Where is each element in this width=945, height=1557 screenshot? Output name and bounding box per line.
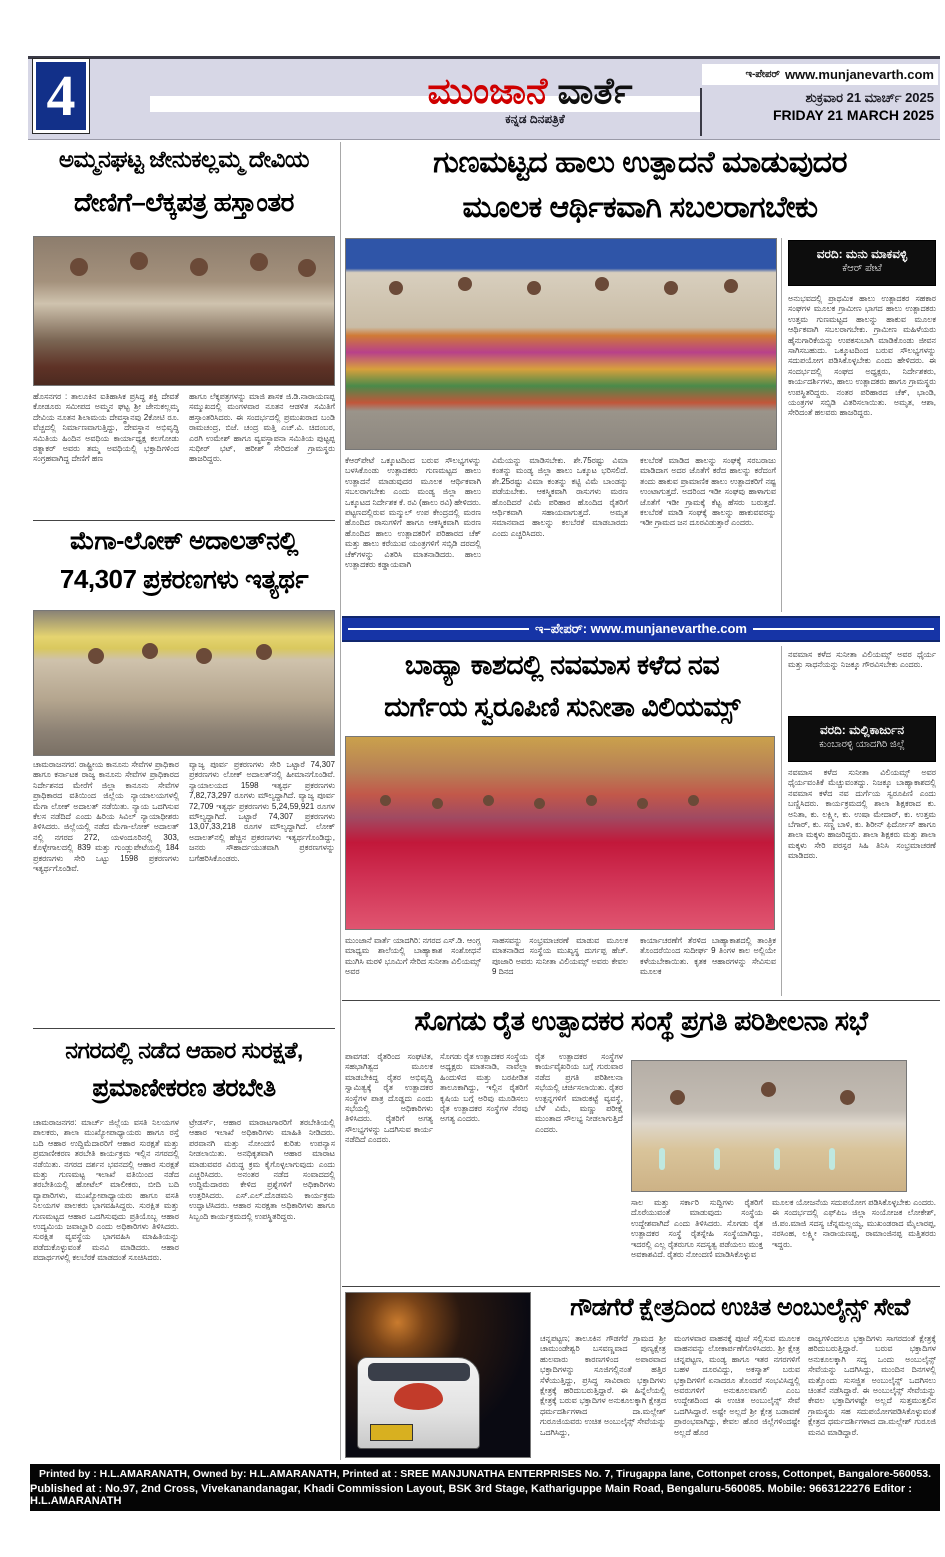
ambulance-van-photo bbox=[345, 1292, 531, 1458]
temple-headline-line2: ದೇಣಿಗೆ–ಲೆಕ್ಕಪತ್ರ ಹಸ್ತಾಂತರ bbox=[74, 187, 294, 217]
masthead-title bbox=[370, 72, 690, 110]
sogadu-body-col5: ಮೂಲಕ ಯೋಜನೆಯ ಸದುಪಯೋಗ ಪಡಿಸಿಕೊಳ್ಳಬೇಕು ಎಂದರು. ಈ ಸಂದರ್ಭದಲ್ಲಿ ಎಫ್‌ಪಿಒ ಜಿಲ್ಲಾ ಸಂಯೋಜಕ ಲೋಕೇಶ್, ಜಿ.ಪಂ.ಮಾಜಿ ಸದಸ್ಯ ಚೆನ್ನಮಲ್ಲಯ್ಯ, ಮುಖಂಡರಾದ ಮೈಲಾರಪ್ಪ, ನರಸಿಂಹ, ಲಕ್ಷ್ಮೀ ನಾರಾಯಣಪ್ಪ, ರಾಮಾಂಜಿನಪ್ಪ ಮತ್ತಿತರರು ಇದ್ದರು. bbox=[772, 1198, 936, 1249]
temple-body-col2: ಹಾಗೂ ಲೆಕ್ಕಪತ್ರಗಳನ್ನು ಮಾಜಿ ಶಾಸಕ ಜಿ.ಡಿ.ನಾರಾಯಣಪ್ಪ ಸಮ್ಮುಖದಲ್ಲಿ ಮಂಗಳವಾರ ನೂತನ ಆಡಳಿತ ಸಮಿತಿಗೆ ಹಸ್ತಾಂತರಿಸಿದರು. ಈ ಸಂದರ್ಭದಲ್ಲಿ ಪ್ರಮುಖರಾದ ಬಂಡಿ ರಾಮಚಂದ್ರ, ಬಿಜೆ. ಚಂದ್ರ ಮತ್ತಿ ಎಚ್.ವಿ. ಚಿದಂಬರ, ಎರಗಿ ಉಮೇಶ್ ಹಾಗೂ ವ್ಯವಸ್ಥಾಪನಾ ಸಮಿತಿಯ ಪುಟ್ಟಪ್ಪ ಸುಧೀರ್ ಭಟ್, ಹರೀಶ್ ಸೇರಿದಂತೆ ಗ್ರಾಮಸ್ಥರು ಹಾಜರಿದ್ದರು. bbox=[189, 392, 335, 464]
epaper-label: ಇ-ಪೇಪರ್ bbox=[745, 69, 780, 80]
sunita-headline-line1: ಬಾಹ್ಯಾ ಕಾಶದಲ್ಲಿ ನವಮಾಸ ಕಳೆದ ನವ bbox=[404, 650, 720, 680]
date-kannada: ಶುಕ್ರವಾರ 21 ಮಾರ್ಚ್ 2025 bbox=[805, 90, 934, 105]
milk-body-right-col: ಅನುಭವದಲ್ಲಿ ಪ್ರಾಥಮಿಕ ಹಾಲು ಉತ್ಪಾದಕರ ಸಹಕಾರ ಸಂಘಗಳ ಮೂಲಕ ಗ್ರಾಮೀಣ ಭಾಗದ ಹಾಲು ಉತ್ಪಾದಕರು ಉತ್ತಮ ಗುಣಮಟ್ಟದ ಹಾಲನ್ನು ಹಾಕುವ ಮೂಲಕ ಆರ್ಥಿಕವಾಗಿ ಸಬಲರಾಗಬೇಕು. ಗ್ರಾಮೀಣ ಮಹಿಳೆಯರು ಹೈನುಗಾರಿಕೆಯನ್ನು ಉಪಕಸುಬಾಗಿ ಮಾಡಿಕೊಂಡು ಜೀವನ ಸಾಗಿಸಬಹುದು. ಒಕ್ಕೂಟದಿಂದ ಬರುವ ಸೌಲಭ್ಯಗಳನ್ನು ಸದುಪಯೋಗ ಪಡಿಸಿಕೊಳ್ಳಬೇಕು ಎಂದು ಹೇಳಿದರು. ಈ ಸಂದರ್ಭದಲ್ಲಿ ಸಂಘದ ಅಧ್ಯಕ್ಷರು, ನಿರ್ದೇಶಕರು, ಕಾರ್ಯದರ್ಶಿಗಳು, ಹಾಲು ಉತ್ಪಾದಕರು ಹಾಗೂ ಗ್ರಾಮಸ್ಥರು ಉಪಸ್ಥಿತರಿದ್ದರು. ನಂತರ ಪರಿಹಾರದ ಚೆಕ್, ಭಾಂಡಿ, ಯಂತ್ರಗಳ ಸಬ್ಸಿಡಿ ವಿತರಿಸಲಾಯಿತು. ಅಮೃತ, ಆಶಾ, ಸೇರಿದಂತೆ ಹಲವರು ಹಾಜರಿದ್ದರು. bbox=[788, 294, 936, 418]
sogadu-body-col4: ಸಾಲ ಮತ್ತು ಸರ್ಕಾರಿ ಸುದ್ದಿಗಳು ರೈತರಿಗೆ ದೊರೆಯುವಂತೆ ಮಾಡುವುದು ಸಂಸ್ಥೆಯ ಉದ್ದೇಶವಾಗಿದೆ ಎಂದು ತಿಳಿಸಿದರು. ಸೊಗಡು ರೈತ ಉತ್ಪಾದಕರ ಸಂಸ್ಥೆ ರೈತಸ್ನೇಹಿ ಸಂಸ್ಥೆಯಾಗಿದ್ದು, ಇದರಲ್ಲಿ ಎಲ್ಲ ರೈತರುಗೂ ಸದಸ್ಯತ್ವ ಪಡೆಯಲು ಮುಕ್ತ ಅವಕಾಶವಿದೆ. ರೈತರು ನೋಂದಣಿ ಮಾಡಿಸಿಕೊಳ್ಳುವ bbox=[631, 1198, 763, 1260]
sogadu-headline: ಸೊಗಡು ರೈತ ಉತ್ಪಾದಕರ ಸಂಸ್ಥೆ ಪ್ರಗತಿ ಪರಿಶೀಲನಾ ಸಭೆ bbox=[414, 1006, 868, 1036]
ambulance-body-col2: ಮಂಗಳವಾರ ವಾಹನಕ್ಕೆ ಪೂಜೆ ಸಲ್ಲಿಸುವ ಮೂಲಕ ವಾಹನವನ್ನು ಲೋಕಾರ್ಪಣೆಗೊಳಿಸಿದರು. ಶ್ರೀ ಕ್ಷೇತ್ರ ಚನ್ನಪಟ್ಟಣ, ಮಂಡ್ಯ ಹಾಗೂ ಇತರ ನಗರಗಳಿಗೆ ಬಹಳ ದೂರವಿದ್ದು, ಅಕಸ್ಮಾತ್ ಬರುವ ಭಕ್ತಾದಿಗಳಿಗೆ ಏನಾದರೂ ತೊಂದರೆ ಸಂಭವಿಸಿದ್ದಲ್ಲಿ ಅವರುಗಳಿಗೆ ಅನುಕೂಲವಾಗಲಿ ಎಂಬ ಉದ್ದೇಶದಿಂದ ಈ ಉಚಿತ ಅಂಬುಲೈನ್ಸ್ ಸೇವೆ ಒದಗಿಸಿದ್ದಾರೆ. ಅಷ್ಟೇ ಅಲ್ಲದೆ ಶ್ರೀ ಕ್ಷೇತ್ರ ಬಡಾವಣೆ ಪ್ರಾರಂಭವಾಗಿದ್ದು, ಕೇವಲ ಹೊರ ಜಿಲ್ಲೆಗಳಿಂದಷ್ಟೇ ಅಲ್ಲದೆ ಹೊರ bbox=[674, 1334, 800, 1437]
masthead-title-red: ಮುಂಜಾನೆ bbox=[427, 70, 548, 111]
section-rule bbox=[342, 1000, 940, 1001]
adalat-headline-line1: ಮೆಗಾ-ಲೋಕ್ ಅದಾಲತ್‌ನಲ್ಲಿ bbox=[70, 527, 298, 555]
page-number: 4 bbox=[46, 63, 76, 128]
epaper-strip bbox=[342, 616, 940, 642]
foodsafety-headline-line1: ನಗರದಲ್ಲಿ ನಡೆದ ಆಹಾರ ಸುರಕ್ಷತೆ, bbox=[65, 1037, 303, 1063]
adalat-body-col2: ವ್ಯಾಜ್ಯ ಪೂರ್ವ ಪ್ರಕರಣಗಳು ಸೇರಿ ಒಟ್ಟಾರೆ 74,307 ಪ್ರಕರಣಗಳು ಲೋಕ್ ಅದಾಲತ್‌ನಲ್ಲಿ ಹೀಮಾನಗೊಂಡಿವೆ. ನ್ಯಾಯಾಲಯದ 1598 ಇತ್ಯರ್ಥ ಪ್ರಕರಣಗಳು 7,82,73,297 ರೂಗಳು ಮೌಲ್ಯದ್ದಾಗಿದೆ. ವ್ಯಾಜ್ಯ ಪೂರ್ವ 72,709 ಇತ್ಯರ್ಥ ಪ್ರಕರಣಗಳು 5,24,59,921 ರೂಗಳ ಮೌಲ್ಯದ್ದಾಗಿದೆ. ಒಟ್ಟಾರೆ 74,307 ಪ್ರಕರಣಗಳು 13,07,33,218 ರೂಗಳ ಮೌಲ್ಯದ್ದಾಗಿದೆ. ಲೋಕ್ ಅದಾಲತ್‌ನಲ್ಲಿ ಹೆಚ್ಚಿನ ಪ್ರಕರಣಗಳು ಇತ್ಯರ್ಥಗೊಂಡಿದ್ದು, ಜನರು ಸೌಹಾರ್ದಯುತವಾಗಿ ಪ್ರಕರಣಗಳನ್ನು ಬಗೆಹರಿಸಿಕೊಂಡರು. bbox=[189, 760, 335, 863]
epaper-strip-text: ಇ–ಪೇಪರ್: www.munjanevarthe.com bbox=[535, 621, 747, 636]
sunita-right-col-top: ನವಮಾಸ ಕಳೆದ ಸುನೀತಾ ವಿಲಿಯಮ್ಸ್ ಅವರ ಧೈರ್ಯ ಮತ್ತು ಸಾಧನೆಯನ್ನು ನಿಜಕ್ಕೂ ಗೌರವಿಸಬೇಕು ಎಂದರು. bbox=[788, 650, 936, 670]
sunita-byline-place: ಕುಂಬಾರಳ್ಳಿ ಯಾದಗಿರಿ ಜಿಲ್ಲೆ bbox=[819, 739, 905, 750]
imprint-line1: Printed by : H.L.AMARANATH, Owned by: H.L.AMARANATH, Printed at : SREE MANJUNATHA ENTERPRISES No. 7, Tirugappa lane, Cottonpet cross, Cottonpet, Bangalore-560053. bbox=[39, 1468, 931, 1480]
foodsafety-headline-line2: ಪ್ರಮಾಣೀಕರಣ ತರಬೇತಿ bbox=[92, 1074, 276, 1102]
masthead-title-black: ವಾರ್ತೆ bbox=[557, 70, 633, 111]
page-number-box bbox=[33, 59, 89, 133]
main-column-divider bbox=[340, 142, 341, 1460]
milk-body-col3: ಕಲಬೆರಕೆ ಮಾಡಿದ ಹಾಲನ್ನು ಸಂಘಕ್ಕೆ ಸರಬರಾಜು ಮಾಡಿದಾಗ ಅದರ ಜೊತೆಗೆ ಕರೆದ ಹಾಲನ್ನು ಕರೆದಂಗೆ ತಂದು ಹಾಕುವ ಪ್ರಾಮಾಣಿಕ ಹಾಲು ಉತ್ಪಾದಕರಿಗೆ ನಷ್ಟ ಉಂಟಾಗುತ್ತದೆ. ಅದರಿಂದ ಇಡೀ ಸಂಘವು ಹಾಳಾಗುವ ಜೊತೆಗೆ ಇಡೀ ಗ್ರಾಮಕ್ಕೆ ಕೆಟ್ಟ ಹೆಸರು ಬರುತ್ತದೆ. ಕಲಬೆರಕೆ ಮಾಡಿ ಸಂಘಕ್ಕೆ ಹಾಲನ್ನು ಹಾಕುವವರನ್ನು ಇಡೀ ಗ್ರಾಮದ ಜನ ದೂರವಿಡುತ್ತಾರೆ ಎಂದರು. bbox=[640, 456, 776, 528]
imprint-footer bbox=[30, 1464, 940, 1511]
sunita-byline-reporter: ವರದಿ: ಮಲ್ಲಿಕಾರ್ಜುನ bbox=[819, 723, 905, 737]
date-english: FRIDAY 21 MARCH 2025 bbox=[772, 107, 934, 123]
sunita-body-col1: ಮುಂಜಾನೆ ವಾರ್ತೆ ಯಾದಗಿರಿ: ನಗರದ ಎಸ್.ಡಿ. ಆಂಗ್ಲ ಮಾಧ್ಯಮ ಶಾಲೆಯಲ್ಲಿ ಬಾಹ್ಯಾಕಾಶ ಸಂಶೋಧನೆ ಮುಗಿಸಿ ಮರಳಿ ಭೂಮಿಗೆ ಸೇರಿದ ಸುನೀತಾ ವಿಲಿಯಮ್ಸ್ ಅವರ bbox=[345, 936, 481, 977]
sunita-headline-line2: ದುರ್ಗೆಯ ಸ್ವರೂಪಿಣಿ ಸುನೀತಾ ವಿಲಿಯಮ್ಸ್ bbox=[384, 692, 740, 722]
adalat-body-col1: ಚಾಮರಾಜನಗರ: ರಾಷ್ಟ್ರೀಯ ಕಾನೂನು ಸೇವೆಗಳ ಪ್ರಾಧಿಕಾರ ಹಾಗೂ ಕರ್ನಾಟಕ ರಾಜ್ಯ ಕಾನೂನು ಸೇವೆಗಳ ಪ್ರಾಧಿಕಾರದ ನಿರ್ದೇಶನದ ಮೇರೆಗೆ ಜಿಲ್ಲಾ ಕಾನೂನು ಸೇವೆಗಳ ಪ್ರಾಧಿಕಾರದ ವತಿಯಿಂದ ಜಿಲ್ಲೆಯ ನ್ಯಾಯಾಲಯಗಳಲ್ಲಿ ಮೆಗಾ ಲೋಕ್ ಅದಾಲತ್ ನಡೆಯಿತು. ನ್ಯಾಯ ಒದಗಿಸುವ ಕೆಲಸ ನಡೆದಿದೆ ಎಂದು ಹಿರಿಯ ಸಿವಿಲ್ ನ್ಯಾಯಾಧೀಶರು ತಿಳಿಸಿದರು. ಜಿಲ್ಲೆಯಲ್ಲಿ ನಡೆದ ಮೆಗಾ-ಲೋಕ್ ಅದಾಲತ್ ನಲ್ಲಿ ನಗರದ 272, ಯಳಂದೂರಿನಲ್ಲಿ 303, ಕೊಳ್ಳೇಗಾಲದಲ್ಲಿ 839 ಮತ್ತು ಗುಂಡ್ಲುಪೇಟೆಯಲ್ಲಿ 184 ಪ್ರಕರಣಗಳು ಸೇರಿ ಒಟ್ಟು 1598 ಪ್ರಕರಣಗಳು ಇತ್ಯರ್ಥಗೊಂಡಿವೆ. bbox=[33, 760, 179, 874]
masthead-subtitle: ಕನ್ನಡ ದಿನಪತ್ರಿಕೆ bbox=[505, 112, 565, 126]
foodsafety-body-col2: ಟ್ರೇಡರ್ಸ್, ಆಹಾರ ಮಾರಾಟಗಾರರಿಗೆ ತರಬೇತಿಯಲ್ಲಿ ಆಹಾರ ಇಲಾಖೆ ಅಧಿಕಾರಿಗಳು ಮಾಹಿತಿ ನೀಡಿದರು. ಪರವಾನಗಿ ಮತ್ತು ನೋಂದಣಿ ಕುರಿತು ಉಪನ್ಯಾಸ ನೀಡಲಾಯಿತು. ಅನಧಿಕೃತವಾಗಿ ಆಹಾರ ಮಾರಾಟ ಮಾಡುವವರ ವಿರುದ್ಧ ಕ್ರಮ ಕೈಗೊಳ್ಳಲಾಗುವುದು ಎಂದು ಎಚ್ಚರಿಸಿದರು. ಅನಂತರ ನಡೆದ ಸಂವಾದದಲ್ಲಿ ಉದ್ದಿಮೆದಾರರು ಕೇಳಿದ ಪ್ರಶ್ನೆಗಳಿಗೆ ಅಧಿಕಾರಿಗಳು ಉತ್ತರಿಸಿದರು. ಎಸ್.ಎಲ್.ದೊಡಮನಿ ಕಾರ್ಯಕ್ರಮ ಉದ್ಘಾಟಿಸಿದರು. ಆಹಾರ ಸುರಕ್ಷತಾ ಅಧಿಕಾರಿಗಳು ಹಾಗೂ ಸಿಬ್ಬಂದಿ ಕಾರ್ಯಕ್ರಮದಲ್ಲಿ ಉಪಸ್ಥಿತರಿದ್ದರು. bbox=[189, 1118, 335, 1221]
sunita-body-col2: ಸಾಹಸವನ್ನು ಸಂಭ್ರಮಾಚರಣೆ ಮಾಡುವ ಮೂಲಕ ಮಾತನಾಡಿದ ಸಂಸ್ಥೆಯ ಮುಖ್ಯಸ್ಥ ದುರ್ಗಪ್ಪ ಹೆಚ್. ಪೂಜಾರಿ ಅವರು ಸುನೀತಾ ವಿಲಿಯಮ್ಸ್ ಅವರು ಕೇವಲ 9 ದಿನದ bbox=[492, 936, 628, 977]
sunita-byline-box bbox=[788, 716, 936, 762]
section-rule bbox=[342, 1286, 940, 1287]
ambulance-van-shape bbox=[357, 1357, 480, 1449]
sunita-body-col3: ಕಾರ್ಯಾಚರಣೆಗೆ ತೆರಳಿದ ಬಾಹ್ಯಾಕಾಶದಲ್ಲಿ ತಾಂತ್ರಿಕ ತೊಂದರೆಯಿಂದ ಸುದೀರ್ಘ 9 ತಿಂಗಳ ಕಾಲ ಅಲ್ಲಿಯೇ ಕಳೆಯಬೇಕಾಯಿತು. ಕೃತಕ ಆಹಾರಗಳನ್ನು ಸೇವಿಸುವ ಮೂಲಕ bbox=[640, 936, 776, 977]
temple-handover-photo bbox=[33, 236, 335, 386]
epaper-url-box bbox=[702, 64, 938, 85]
adalat-headline-line2: 74,307 ಪ್ರಕರಣಗಳು ಇತ್ಯರ್ಥ bbox=[59, 564, 309, 594]
strip-line-left bbox=[348, 628, 529, 630]
strip-line-right bbox=[753, 628, 934, 630]
epaper-url: www.munjanevarth.com bbox=[784, 67, 934, 82]
milk-body-col1: ಕೆಆರ್‌ಪೇಟೆ ಒಕ್ಕೂಟದಿಂದ ಬರುವ ಸೌಲಭ್ಯಗಳನ್ನು ಬಳಸಿಕೊಂಡು ಉತ್ಪಾದಕರು ಗುಣಮಟ್ಟದ ಹಾಲು ಉತ್ಪಾದನೆ ಮಾಡುವುದರ ಮೂಲಕ ಆರ್ಥಿಕವಾಗಿ ಸಬಲರಾಗಬೇಕು ಎಂದು ಮಂಡ್ಯ ಜಿಲ್ಲಾ ಹಾಲು ಒಕ್ಕೂಟದ ನಿರ್ದೇಶಕ ಕೆ. ರವಿ (ಹಾಲು ರವಿ) ಹೇಳಿದರು. ಪಟ್ಟಣದಲ್ಲಿರುವ ಮನ್ಮುಲ್ ಉಪ ಕೇಂದ್ರದಲ್ಲಿ ಮರಣ ಹೊಂದಿದ ರಾಸುಗಳಿಗೆ ಹಾಗೂ ಆಕಸ್ಮಿಕವಾಗಿ ಮರಣ ಹೊಂದಿದ ಹಾಲು ಉತ್ಪಾದಕರಿಗೆ ಪರಿಹಾರದ ಚೆಕ್ ಮತ್ತು ಹಾಲು ಕರೆಯುವ ಯಂತ್ರಗಳಿಗೆ ಸಬ್ಸಿಡಿ ದರದಲ್ಲಿ ಚೆಕ್‌ಗಳನ್ನು ವಿತರಿಸಿ ಮಾತನಾಡಿದರು. ಹಾಲು ಉತ್ಪಾದಕರು ಕಡ್ಡಾಯವಾಗಿ bbox=[345, 456, 481, 570]
column-divider bbox=[781, 238, 782, 612]
milk-byline-box bbox=[788, 240, 936, 286]
sunita-right-col-bottom: ನವಮಾಸ ಕಳೆದ ಸುನೀತಾ ವಿಲಿಯಮ್ಸ್ ಅವರ ಧೈರ್ಯವಂತಿಕೆ ಮೆಚ್ಚುವಂತದ್ದು. ನಿಜಕ್ಕೂ ಬಾಹ್ಯಾಕಾಶದಲ್ಲಿ ನವಮಾಸ ಕಳೆದ ನವ ದುರ್ಗೆಯ ಸ್ವರೂಪಿಣಿ ಎಂದು ಬಣ್ಣಿಸಿದರು. ಕಾರ್ಯಕ್ರಮದಲ್ಲಿ ಶಾಲಾ ಶಿಕ್ಷಕರಾದ ಕು. ಅನಿತಾ, ಕು. ಲಕ್ಷ್ಮೀ, ಕು. ಉಷಾ ಮೇದಾರ್, ಕು. ಉತ್ತಮ ಬೆಗಾರ್, ಕು. ಸಣ್ಣ ಬಾಳಿ, ಕು. ಶಿರೀನ್ ಫಿರ್ದೋಸ್ ಹಾಗೂ ಶಾಲಾ ಮಕ್ಕಳು ಹಾಜರಿದ್ದರು. ಶಾಲಾ ಶಿಕ್ಷಕರು ಮತ್ತು ಶಾಲಾ ಮಕ್ಕಳು ಸೇರಿ ಪರಸ್ಪರ ಸಿಹಿ ತಿನಿಸಿ ಸಂಭ್ರಮಾಚರಣೆ ಮಾಡಿದರು. bbox=[788, 768, 936, 861]
temple-headline-line1: ಅಮ್ಮನಘಟ್ಟ ಜೇನುಕಲ್ಲಮ್ಮ ದೇವಿಯ bbox=[58, 146, 310, 172]
header-divider bbox=[700, 88, 702, 136]
ambulance-body-col1: ಚನ್ನಪಟ್ಟಣ; ತಾಲೂಕಿನ ಗೌಡಗೆರೆ ಗ್ರಾಮದ ಶ್ರೀ ಚಾಮುಂಡೇಶ್ವರಿ ಬಸವಣ್ಣವಾದ ಪುಣ್ಯಕ್ಷೇತ್ರ ಹುಲವಾರು ಕಾರಣಗಳಿಂದ ಅಪಾರವಾದ ಭಕ್ತಾದಿಗಳನ್ನು ಸೂಜಿಗಲ್ಲಿನಂತೆ ಹತ್ತಿರ ಸೆಳೆಯುತ್ತಿದ್ದು, ಪ್ರಸಿದ್ಧ ಸಾವಿರಾರು ಭಕ್ತಾದಿಗಳು ಕ್ಷೇತ್ರಕ್ಕೆ ಹರಿದುಬರುತ್ತಿದ್ದಾರೆ. ಈ ಹಿನ್ನೆಲೆಯಲ್ಲಿ ಕ್ಷೇತ್ರಕ್ಕೆ ಬರುವ ಭಕ್ತಾದಿಗಳ ಅನುಕೂಲಕ್ಕಾಗಿ ಕ್ಷೇತ್ರದ ಧರ್ಮದರ್ಶಿಗಳಾದ ದಾ.ಮಲ್ಲೇಶ್ ಗುರೂಜಿಯವರು ಉಚಿತ ಅಂಬುಲೈನ್ಸ್ ಸೇವೆಯನ್ನು ಒದಗಿಸಿದ್ದು, bbox=[540, 1334, 666, 1437]
milk-byline-place: ಕೆಆರ್ ಪೇಟೆ bbox=[842, 263, 882, 274]
milk-body-col2: ವಿಮೆಯನ್ನು ಮಾಡಿಸಬೇಕು. ಶೇ.75ರಷ್ಟು ವಿಮಾ ಕಂತನ್ನು ಮಂಡ್ಯ ಜಿಲ್ಲಾ ಹಾಲು ಒಕ್ಕೂಟ ಭರಿಸಲಿದೆ. ಶೇ.25ರಷ್ಟು ವಿಮಾ ಕಂತನ್ನು ಕಟ್ಟಿ ವಿಮೆ ಬಾಂಡನ್ನು ಪಡೆಯಬೇಕು. ಆಕಸ್ಮಿಕವಾಗಿ ರಾಸುಗಳು ಮರಣ ಹೊಂದಿದರೆ ವಿಮೆ ಪರಿಹಾರ ಹೊಂದಿದ ರೈತರಿಗೆ ಆರ್ಥಿಕವಾಗಿ ಸಹಾಯವಾಗುತ್ತದೆ. ಅಮೃತ ಸಮಾನವಾದ ಹಾಲನ್ನು ಕಲಬೆರಕೆ ಮಾಡಬಾರದು ಎಂದು ಎಚ್ಚರಿಸಿದರು. bbox=[492, 456, 628, 538]
column-divider bbox=[781, 646, 782, 996]
imprint-line2: Published at : No.97, 2nd Cross, Vivekanandanagar, Khadi Commission Layout, BSK 3rd Stage, Kathariguppe Main Road, Bengaluru-560085. Mobile: 9663122276 Editor : H.L.AMARANATH bbox=[30, 1483, 912, 1507]
adalat-event-photo bbox=[33, 610, 335, 756]
milk-headline-line2: ಮೂಲಕ ಆರ್ಥಿಕವಾಗಿ ಸಬಲರಾಗಬೇಕು bbox=[462, 191, 818, 224]
section-rule bbox=[33, 1028, 335, 1029]
sogadu-body-col3: ರೈತ ಉತ್ಪಾದಕರ ಸಂಸ್ಥೆಗಳ ಕಾರ್ಯವೈಖರಿಯ ಬಗ್ಗೆ ಗುರುವಾರ ನಡೆದ ಪ್ರಗತಿ ಪರಿಶೀಲನಾ ಸಭೆಯಲ್ಲಿ ಚರ್ಚಿಸಲಾಯಿತು. ರೈತರ ಉತ್ಪನ್ನಗಳಿಗೆ ಮಾರುಕಟ್ಟೆ ವ್ಯವಸ್ಥೆ, ಬೆಳೆ ವಿಮೆ, ಮಣ್ಣು ಪರೀಕ್ಷೆ ಮುಂತಾದ ಸೌಲಭ್ಯ ನೀಡಲಾಗುತ್ತಿದೆ ಎಂದರು. bbox=[535, 1052, 623, 1134]
temple-body-col1: ಹೊಸನಗರ : ತಾಲೂಕಿನ ಐತಿಹಾಸಿಕ ಪ್ರಸಿದ್ಧ ಶಕ್ತಿ ದೇವತೆ ಕೋಡೂರು ಸಮೀಪದ ಅಮ್ಮನ ಘಟ್ಟ ಶ್ರೀ ಜೇನುಕಲ್ಲಮ್ಮ ದೇವಿಯ ನೂತನ ಶಿಲಾಮಯ ದೇವಸ್ಥಾನವು 2ಕೋಟಿ ರೂ. ವೆಚ್ಚದಲ್ಲಿ ನಿರ್ಮಾಣವಾಗುತ್ತಿದ್ದು, ದೇವಸ್ಥಾನ ಅಭಿವೃದ್ಧಿ ಸಮಿತಿಯ ಹಿಂದಿನ ಅವಧಿಯ ಕಾರ್ಯಾಧ್ಯಕ್ಷ ಕಲಗೋಡು ರತ್ನಾಕರ್ ಅವರು ತಮ್ಮ ಅವಧಿಯಲ್ಲಿ ಭಕ್ತಾದಿಗಳಿಂದ ಸಂಗ್ರಹವಾಗಿದ್ದ ದೇಣಿಗೆ ಹಣ bbox=[33, 392, 179, 464]
section-rule bbox=[33, 520, 335, 521]
school-celebration-photo bbox=[345, 736, 775, 930]
milk-union-group-photo bbox=[345, 238, 777, 450]
milk-byline-reporter: ವರದಿ: ಮನು ಮಾಕವಳ್ಳಿ bbox=[816, 247, 908, 261]
sogadu-body-col2: ಸೊಗಡು ರೈತ ಉತ್ಪಾದಕರ ಸಂಸ್ಥೆಯ ಅಧ್ಯಕ್ಷರು ಮಾತನಾಡಿ, ನಾವೆಲ್ಲಾ ಹಿಂದುಳಿದ ಮತ್ತು ಬರಪೀಡಿತ ತಾಲೂಕಾಗಿದ್ದು, ಇಲ್ಲಿನ ರೈತರಿಗೆ ಕೃಷಿಯ ಬಗ್ಗೆ ಅರಿವು ಮೂಡಿಸಲು ರೈತ ಉತ್ಪಾದಕರ ಸಂಸ್ಥೆಗಳ ನೆರವು ಅಗತ್ಯ ಎಂದರು. bbox=[440, 1052, 528, 1124]
ambulance-body-col3: ರಾಜ್ಯಗಳಿಂದಲೂ ಭಕ್ತಾದಿಗಳು ಸಾಗರದಂತೆ ಕ್ಷೇತ್ರಕ್ಕೆ ಹರಿದುಬರುತ್ತಿದ್ದಾರೆ. ಬರುವ ಭಕ್ತಾದಿಗಳ ಅನುಕೂಲಕ್ಕಾಗಿ ಸದ್ಯ ಒಂದು ಅಂಬುಲೈನ್ಸ್ ಸೇವೆಯನ್ನು ಒದಗಿಸಿದ್ದು, ಮುಂದಿನ ದಿನಗಳಲ್ಲಿ ಮತ್ತೊಂದು ಸುಸಜ್ಜಿತ ಅಂಬುಲೈನ್ಸ್ ಒದಗಿಸಲು ಚಿಂತನೆ ನಡೆಸಿದ್ದಾರೆ. ಈ ಅಂಬುಲೈನ್ಸ್ ಸೇವೆಯನ್ನು ಕೇವಲ ಭಕ್ತಾದಿಗಳಷ್ಟೇ ಅಲ್ಲದೆ ಸುತ್ತಮುತ್ತಲಿನ ಗ್ರಾಮಸ್ಥರು ಸಹ ಸದುಪಯೋಗಪಡಿಸಿಕೊಳ್ಳುವಂತೆ ಕ್ಷೇತ್ರದ ಧರ್ಮದರ್ಶಿಗಳಾದ ದಾ.ಮಲ್ಲೇಶ್ ಗುರೂಜಿ ಮನವಿ ಮಾಡಿದ್ದಾರೆ. bbox=[808, 1334, 936, 1437]
foodsafety-body-col1: ಚಾಮರಾಜನಗರ: ಮಾರ್ಚ್ ಜಿಲ್ಲೆಯ ವಸತಿ ನಿಲಯಗಳ ಪಾಲಕರು, ಶಾಲಾ ಮುಖ್ಯೋಪಾಧ್ಯಾಯರು ಹಾಗೂ ರಸ್ತೆ ಬದಿ ಆಹಾರ ಉದ್ದಿಮೆದಾರರಿಗೆ ಆಹಾರ ಸುರಕ್ಷತೆ ಮತ್ತು ಪ್ರಮಾಣೀಕರಣ ತರಬೇತಿ ಕಾರ್ಯಕ್ರಮ ಇಲ್ಲಿನ ನಗರದಲ್ಲಿ ನಡೆಯಿತು. ನಗರದ ದರ್ಶನ ಭವನದಲ್ಲಿ ಆಹಾರ ಸುರಕ್ಷತೆ ಮತ್ತು ಗುಣಮಟ್ಟ ಇಲಾಖೆ ವತಿಯಿಂದ ನಡೆದ ತರಬೇತಿಯಲ್ಲಿ ಹೋಟೆಲ್ ಮಾಲೀಕರು, ಬೀದಿ ಬದಿ ವ್ಯಾಪಾರಿಗಳು, ಮುಖ್ಯೋಪಾಧ್ಯಾಯರು ಹಾಗೂ ವಸತಿ ನಿಲಯಗಳ ಪಾಲಕರು ಭಾಗವಹಿಸಿದ್ದರು. ಸುರಕ್ಷಿತ ಮತ್ತು ಗುಣಮಟ್ಟದ ಆಹಾರ ಒದಗಿಸುವುದು ಪ್ರತಿಯೊಬ್ಬ ಆಹಾರ ಉದ್ಯಮಿಯ ಜವಾಬ್ದಾರಿ ಎಂದು ಅಧಿಕಾರಿಗಳು ತಿಳಿಸಿದರು. ಸುರಕ್ಷಿತ ವ್ಯವಸ್ಥೆಯ ಭಾಗವಹಿಸಿ ಮಾಹಿತಿಯನ್ನು ಪಡೆದುಕೊಳ್ಳುವಂತೆ ಮನವಿ ಮಾಡಿದರು. ಆಹಾರ ಪದಾರ್ಥಗಳಲ್ಲಿ ಕಲಬೆರಕೆ ಮಾಡದಂತೆ ಸೂಚಿಸಿದರು. bbox=[33, 1118, 179, 1263]
sogadu-body-col1: ಪಾವಗಡ: ರೈತರಿಂದ ಸಂಘಟಿತ, ಸಹಭಾಗಿತ್ವದ ಮೂಲಕ ಮಾಡಬೇಕಿದ್ದ ರೈತರ ಅಭಿವೃದ್ಧಿ ಸ್ವಾಮಿತ್ವಕ್ಕೆ ರೈತ ಉತ್ಪಾದಕರ ಸಂಸ್ಥೆಗಳ ಪಾತ್ರ ದೊಡ್ಡದು ಎಂದು ಸಭೆಯಲ್ಲಿ ಅಧಿಕಾರಿಗಳು ತಿಳಿಸಿದರು. ರೈತರಿಗೆ ಅಗತ್ಯ ಸೌಲಭ್ಯಗಳನ್ನು ಒದಗಿಸುವ ಕಾರ್ಯ ನಡೆದಿದೆ ಎಂದರು. bbox=[345, 1052, 433, 1145]
milk-headline-line1: ಗುಣಮಟ್ಟದ ಹಾಲು ಉತ್ಪಾದನೆ ಮಾಡುವುದರ bbox=[433, 146, 847, 179]
sogadu-meeting-photo bbox=[631, 1060, 907, 1192]
ambulance-headline: ಗೌಡಗೆರೆ ಕ್ಷೇತ್ರದಿಂದ ಉಚಿತ ಅಂಬುಲೈನ್ಸ್ ಸೇವೆ bbox=[570, 1294, 910, 1321]
